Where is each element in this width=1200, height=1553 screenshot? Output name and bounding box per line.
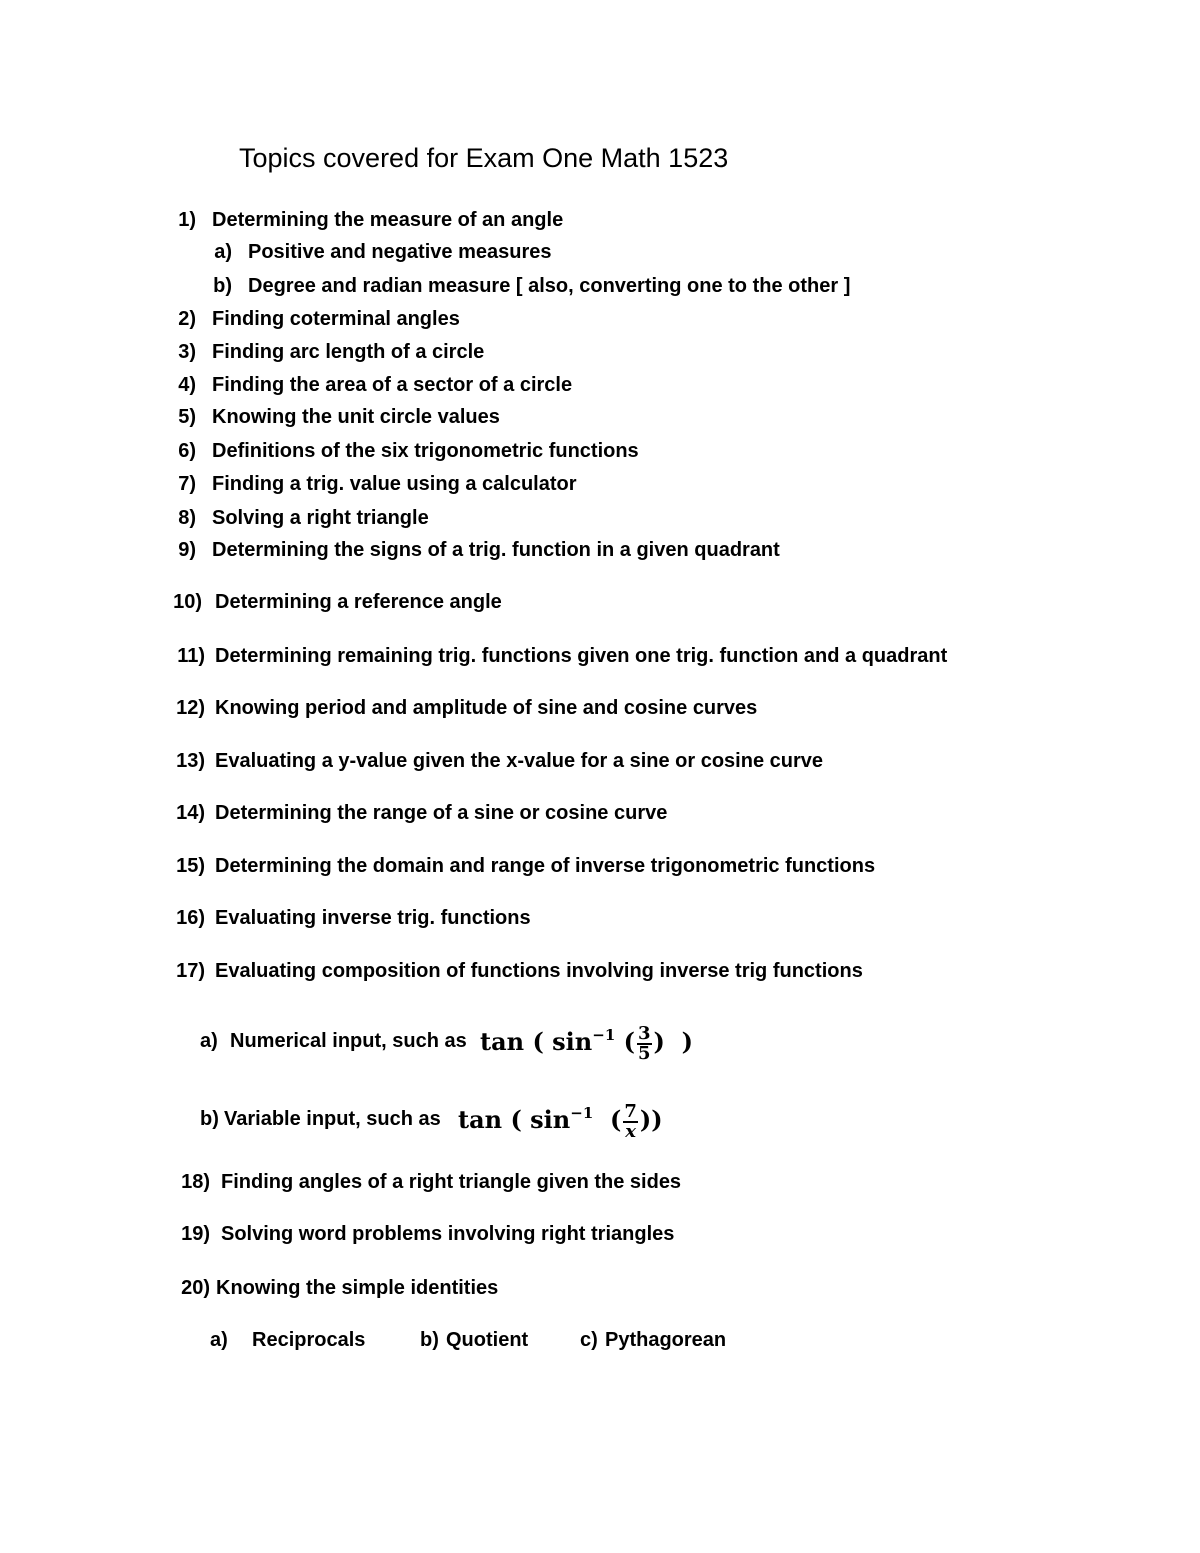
identity-label: c) [580,1329,598,1351]
item-number: 2) [178,308,196,330]
item-text: Determining the signs of a trig. function in a given quadrant [212,539,780,561]
paren-open: ( [532,1027,544,1056]
item-text: Determining the range of a sine or cosine curve [215,802,668,824]
paren-open: ( [510,1105,522,1134]
item-text: Finding coterminal angles [212,308,460,330]
item-number: 8) [178,507,196,529]
identity-reciprocals: Reciprocals [252,1329,366,1351]
inverse-exponent: −1 [570,1104,594,1122]
item-number: 10) [173,591,202,613]
item-number: 13) [176,750,205,772]
paren-close: ) [653,1027,665,1056]
sin-label: sin [552,1027,593,1056]
item-number: 11) [177,645,205,667]
item-number: 7) [178,473,196,495]
inverse-exponent: −1 [592,1026,616,1044]
item-text: Knowing period and amplitude of sine and cosine curves [215,697,758,719]
item-text: Evaluating inverse trig. functions [215,907,531,929]
item-text: Knowing the simple identities [216,1277,499,1299]
paren-open: ( [623,1027,635,1056]
item-number: 4) [178,374,196,396]
denominator: 5 [637,1042,651,1064]
sub-item-text: Numerical input, such as [230,1030,467,1052]
denominator: x [625,1120,636,1142]
fraction [623,1100,638,1142]
sub-item-label: b) [200,1108,219,1130]
paren-close: ) [651,1105,663,1134]
paren-close: ) [681,1027,693,1056]
item-number: 1) [178,209,196,231]
item-text: Determining remaining trig. functions given one trig. function and a quadrant [215,645,948,667]
paren-open: ( [609,1105,622,1134]
math-expression [480,1014,693,1073]
item-number: 20) [181,1277,210,1299]
item-number: a) [214,241,232,263]
numerator: 7 [624,1100,637,1122]
item-number: 5) [178,406,196,428]
item-text: Degree and radian measure [ also, converting one to the other ] [248,275,851,297]
item-number: 3) [178,341,196,363]
item-text: Positive and negative measures [248,241,552,263]
item-number: 14) [176,802,205,824]
item-number: 18) [181,1171,210,1193]
item-number: 6) [178,440,196,462]
item-text: Finding the area of a sector of a circle [212,374,573,396]
item-text: Solving word problems involving right triangles [221,1223,675,1245]
identity-quotient: Quotient [446,1329,529,1351]
tan-label: tan [458,1105,503,1134]
item-number: 9) [178,539,196,561]
sub-item-text: Variable input, such as [224,1108,441,1130]
page-title: Topics covered for Exam One Math 1523 [239,143,729,173]
fraction [637,1022,652,1064]
item-text: Determining the measure of an angle [212,209,564,231]
item-text: Finding angles of a right triangle given the sides [221,1171,682,1193]
item-number: 15) [176,855,205,877]
math-expression [458,1092,663,1151]
item-text: Knowing the unit circle values [212,406,500,428]
item-number: 19) [181,1223,210,1245]
item-number: 12) [176,697,205,719]
item-text: Solving a right triangle [212,507,429,529]
item-text: Definitions of the six trigonometric functions [212,440,639,462]
identity-label: a) [210,1329,228,1351]
identity-pythagorean: Pythagorean [605,1329,727,1351]
item-text: Finding a trig. value using a calculator [212,473,577,495]
sin-label: sin [530,1105,571,1134]
item-text: Evaluating composition of functions involving inverse trig functions [215,960,863,982]
item-number: b) [213,275,232,297]
identity-label: b) [420,1329,439,1351]
item-text: Evaluating a y-value given the x-value for a sine or cosine curve [215,750,823,772]
item-text: Determining a reference angle [215,591,502,613]
numerator: 3 [637,1022,651,1044]
item-number: 17) [176,960,205,982]
paren-close: ) [639,1105,652,1134]
tan-label: tan [480,1027,525,1056]
item-text: Determining the domain and range of inverse trigonometric functions [215,855,876,877]
item-text: Finding arc length of a circle [212,341,485,363]
item-number: 16) [176,907,205,929]
sub-item-label: a) [200,1030,218,1052]
